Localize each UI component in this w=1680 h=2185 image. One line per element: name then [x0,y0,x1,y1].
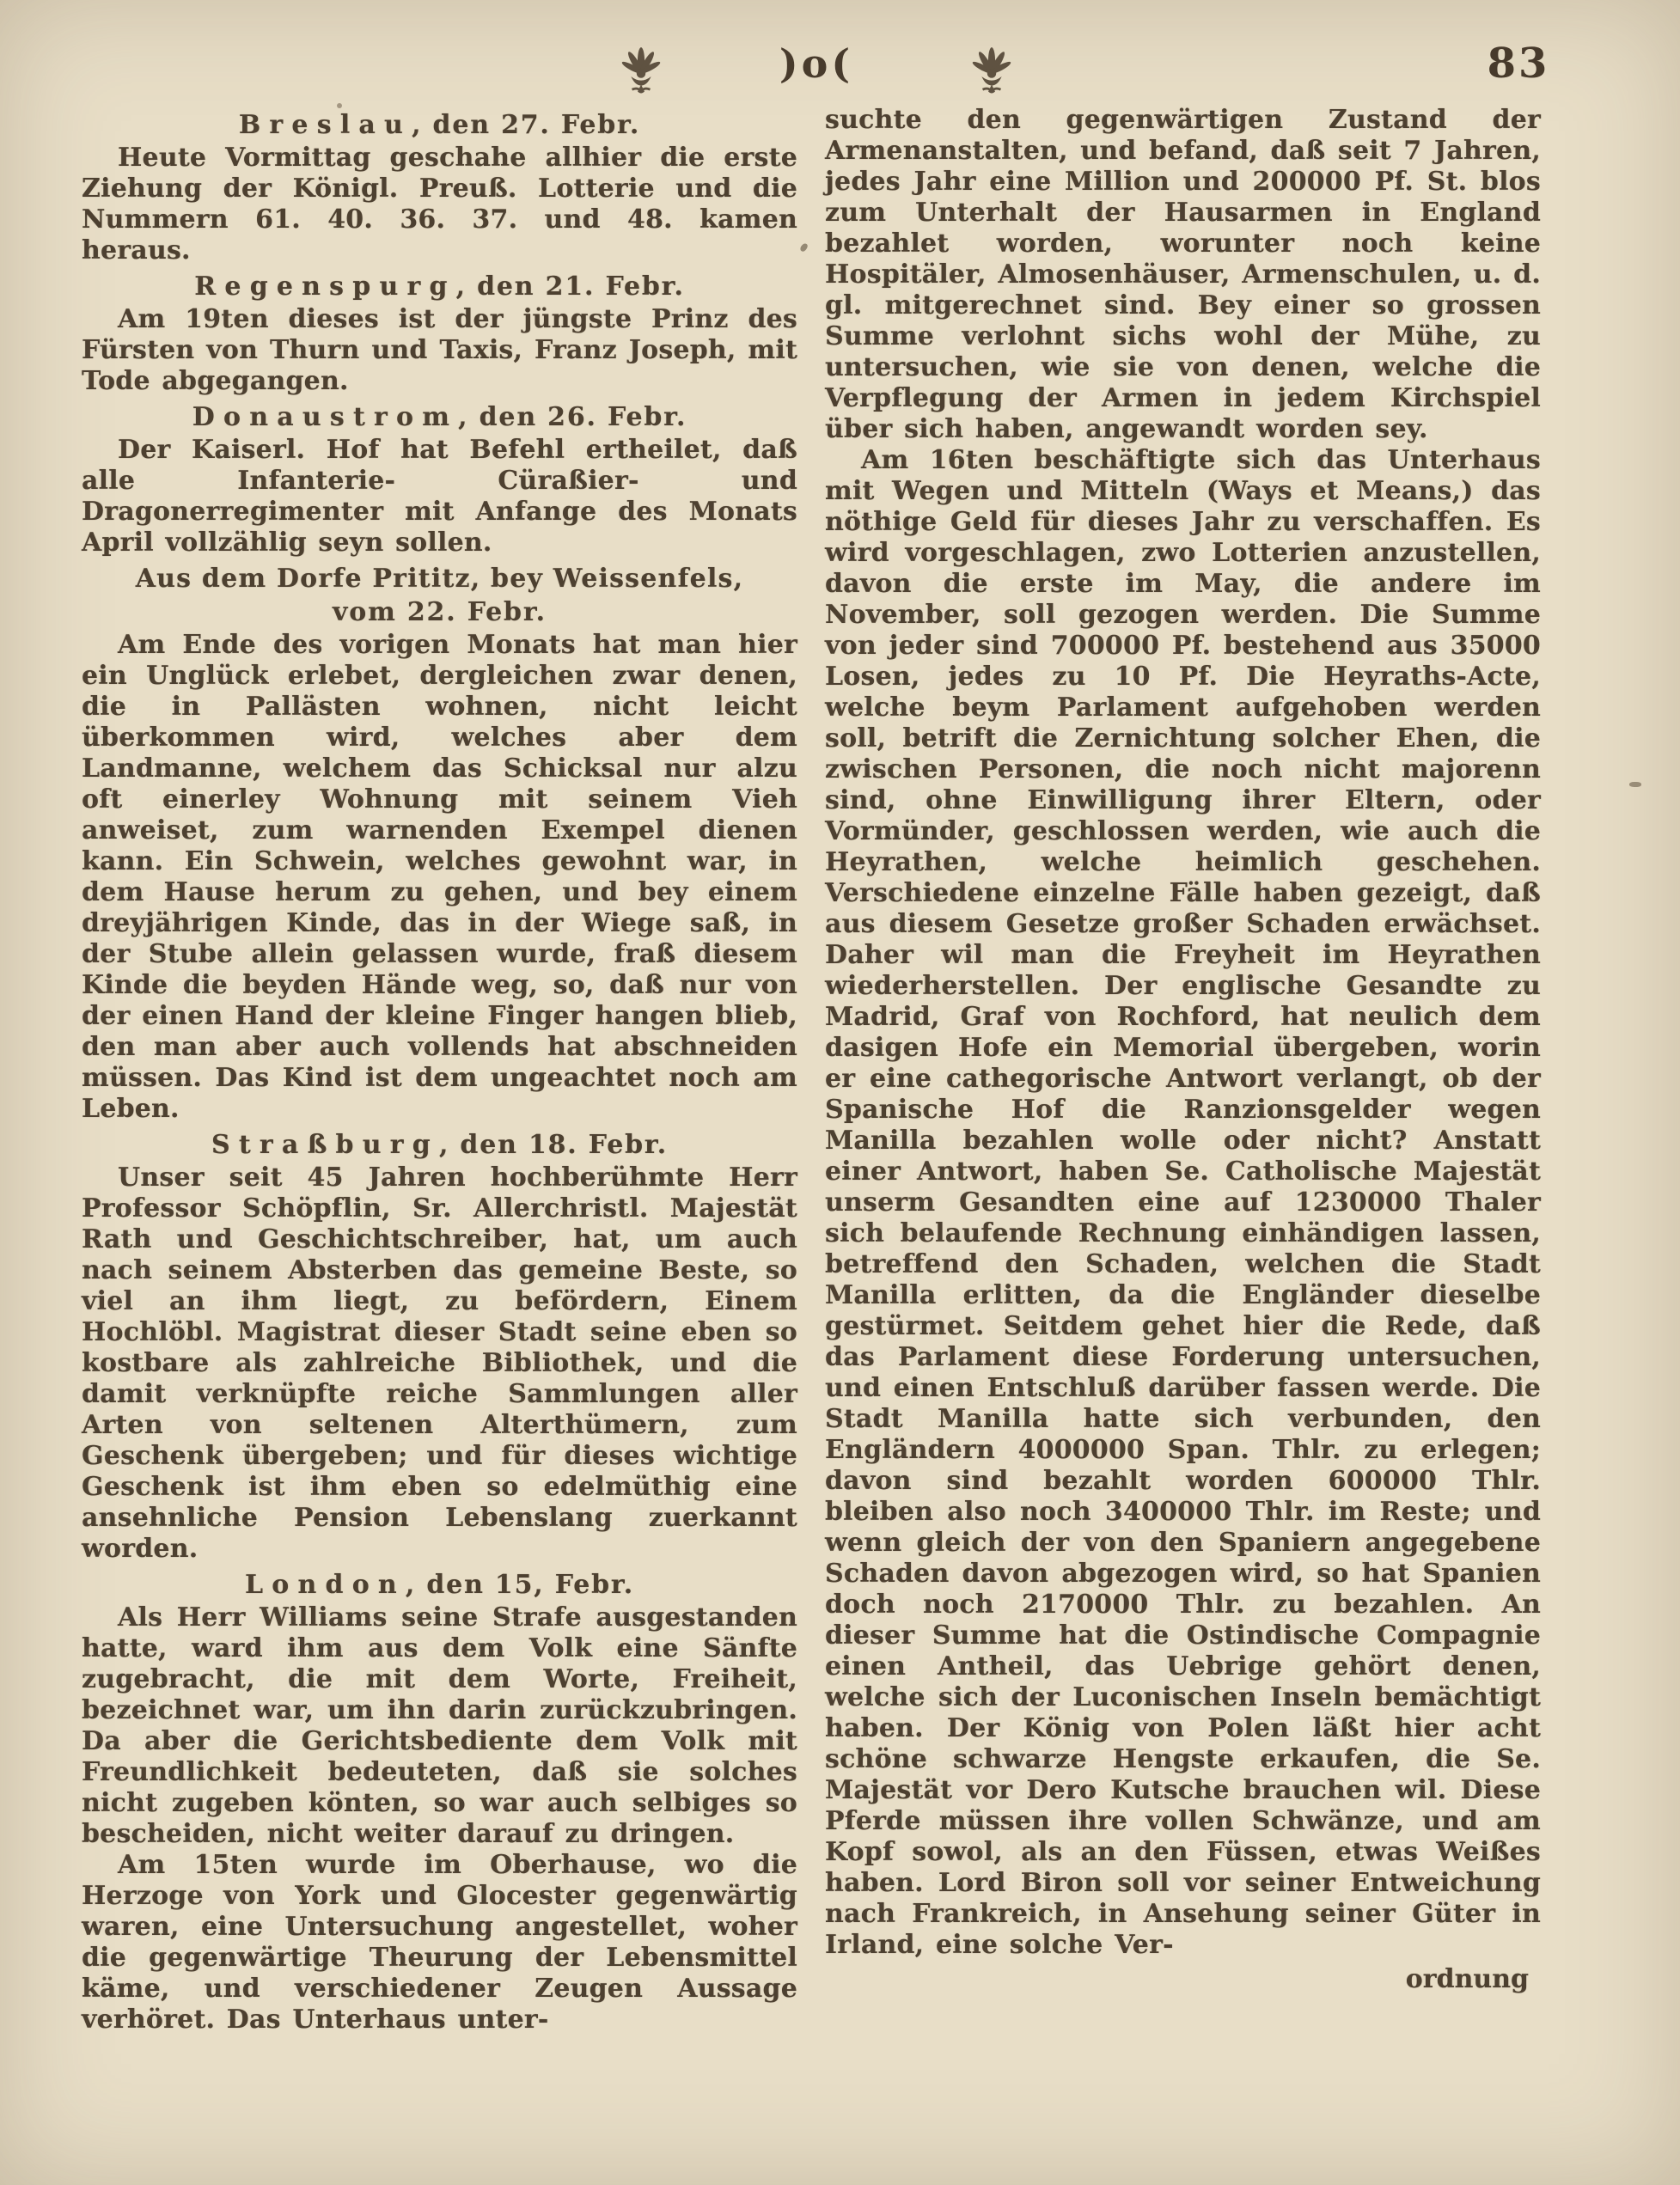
article-paragraph: Als Herr Williams seine Strafe ausgestanden hatte, ward ihm aus dem Volk eine Sänfte zugebracht, die mit dem Worte, Freiheit, bezeichnet war, um ihn darin zurückzubringen. Da aber die Gerichtsbediente dem Volk mit Freundlichkeit bedeuteten, daß sie solches nicht zugeben könten, so war auch selbiges so bescheiden, nicht weiter darauf zu dringen. [82,1602,797,1849]
ink-speck [1629,782,1641,787]
dateline-date: , den 26. Febr. [458,402,687,432]
dateline-place: Breslau [238,110,412,140]
text-columns [82,105,1541,2035]
shell-fleuron-icon [617,46,665,95]
article-paragraph: Heute Vormittag geschahe allhier die erste Ziehung der Königl. Preuß. Lotterie und die Nummern 61. 40. 36. 37. und 48. kamen heraus. [82,143,797,265]
article-paragraph: Am 19ten dieses ist der jüngste Prinz des Fürsten von Thurn und Taxis, Franz Joseph, mit Tode abgegangen. [82,304,797,396]
dateline-date: , den 18. Febr. [438,1130,668,1160]
ink-speck [337,103,342,108]
dateline [82,400,797,434]
article-paragraph: Am 16ten beschäftigte sich das Unterhaus mit Wegen und Mitteln (Ways et Means,) das nöthige Geld für dieses Jahr zu verschaffen. Es wird vorgeschlagen, zwo Lotterien anzustellen, davon die erste im May, die andere im November, soll gezogen werden. Die Summe von jeder sind 700000 Pf. bestehend aus 35000 Losen, jedes zu 10 Pf. Die Heyraths-Acte, welche beym Parlament aufgehoben werden soll, betrift die Zernichtung solcher Ehen, die zwischen Personen, die noch nicht majorenn sind, ohne Einwilligung ihrer Eltern, oder Vormünder, geschlossen werden, wie auch die Heyrathen, welche heimlich geschehen. Verschiedene einzelne Fälle haben gezeigt, daß aus diesem Gesetze großer Schaden erwächset. Daher wil man die Freyheit im Heyrathen wiederherstellen. Der englische Gesandte zu Madrid, Graf von Rochford, hat neulich dem dasigen Hofe ein Memorial übergeben, worin er eine cathegorische Antwort verlangt, ob der Spanische Hof die Ranzionsgelder wegen Manilla bezahlen wolle oder nicht? Anstatt einer Antwort, haben Se. Catholische Majestät unserm Gesandten eine auf 1230000 Thaler sich belaufende Rechnung einhändigen lassen, betreffend den Schaden, welchen die Stadt Manilla erlitten, da die Engländer dieselbe gestürmet. Seitdem gehet hier die Rede, daß das Parlament diese Forderung untersuchen, und einen Entschluß darüber fassen werde. Die Stadt Manilla hatte sich verbunden, den Engländern 4000000 Span. Thlr. zu erlegen; davon sind bezahlt worden 600000 Thlr. bleiben also noch 3400000 Thlr. im Reste; und wenn gleich der von den Spaniern angegebene Schaden davon abgezogen wird, so hat Spanien doch noch 2170000 Thlr. zu bezahlen. An dieser Summe hat die Ostindische Compagnie einen Antheil, das Uebrige gehört denen, welche sich der Luconischen Inseln bemächtigt haben. Der König von Polen läßt hier acht schöne schwarze Hengste erkaufen, die Se. Majestät vor Dero Kutsche brauchen wil. Diese Pferde müssen ihre vollen Schwänze, und am Kopf sowol, als an den Füssen, etwas Weißes haben. Lord Biron soll vor seiner Entweichung nach Frankreich, in Ansehung seiner Güter in Irland, eine solche Ver- [825,445,1541,1960]
dateline-place: Straßburg [211,1130,439,1160]
dateline-date: , den 15, Febr. [405,1570,634,1600]
news-section-regenspurg [82,270,797,397]
news-section-breslau [82,108,797,266]
dateline [82,108,797,142]
news-section-donaustrom [82,400,797,558]
news-section-strassburg [82,1128,797,1565]
dateline [82,1568,797,1602]
dateline [82,270,797,303]
right-column [825,105,1541,2035]
article-paragraph: Am 15ten wurde im Oberhause, wo die Herzoge von York und Glocester gegenwärtig waren, eine Untersuchung angestellet, woher die gegenwärtige Theurung der Lebensmittel käme, und verschiedener Zeugen Aussage verhöret. Das Unterhaus unter- [82,1850,797,2035]
header-divider-mark: )o( [779,40,854,87]
catchword: ordnung [1405,1964,1529,1994]
dateline-place: Regenspurg [194,272,456,302]
shell-fleuron-icon [968,46,1016,95]
dateline-date: , den 27. Febr. [412,110,641,140]
page-header [617,34,1016,107]
dateline-place: London [245,1570,406,1600]
article-paragraph: Am Ende des vorigen Monats hat man hier ein Unglück erlebet, dergleichen zwar denen, die in Pallästen wohnen, nicht leicht überkommen wird, welches aber dem Landmanne, welchem das Schicksal nur alzu oft einerley Wohnung mit seinem Vieh anweiset, zum warnenden Exempel dienen kann. Ein Schwein, welches gewohnt war, in dem Hause herum zu gehen, und bey einem dreyjährigen Kinde, das in der Wiege saß, in der Stube allein gelassen wurde, fraß diesem Kinde die beyden Hände weg, so, daß nur von der einen Hand der kleine Finger hangen blieb, den man aber auch vollends hat abschneiden müssen. Das Kind ist dem ungeachtet noch am Leben. [82,630,797,1124]
left-column [82,105,797,2035]
dateline-place: Donaustrom [192,402,459,432]
article-paragraph-continuation: suchte den gegenwärtigen Zustand der Armenanstalten, und befand, daß seit 7 Jahren, jedes Jahr eine Million und 200000 Pf. St. blos zum Unterhalt der Hausarmen in England bezahlet worden, worunter noch keine Hospitäler, Almosenhäuser, Armenschulen, u. d. gl. mitgerechnet sind. Bey einer so grossen Summe verlohnt sichs wohl der Mühe, zu untersuchen, wie sie von denen, welche die Verpflegung der Armen in jedem Kirchspiel über sich haben, angewandt worden sey. [825,105,1541,444]
dateline [82,1128,797,1162]
dateline-date: vom 22. Febr. [333,597,547,627]
page-number: 83 [1487,40,1550,88]
dateline-date: , den 21. Febr. [455,272,685,302]
article-paragraph: Unser seit 45 Jahren hochberühmte Herr Professor Schöpflin, Sr. Allerchristl. Majestät Rath und Geschichtschreiber, hat, um auch nach seinem Absterben das gemeine Beste, so viel an ihm liegt, zu befördern, Einem Hochlöbl. Magistrat dieser Stadt seine eben so kostbare als zahlreiche Bibliothek, und die damit verknüpfte reiche Sammlungen aller Arten von seltenen Alterthümern, zum Geschenk übergeben; und für dieses wichtige Geschenk ist ihm eben so edelmüthig eine ansehnliche Pension Lebenslang zuerkannt worden. [82,1163,797,1564]
article-paragraph: Der Kaiserl. Hof hat Befehl ertheilet, daß alle Infanterie- Cüraßier- und Dragonerregimenter mit Anfange des Monats April vollzählig seyn sollen. [82,435,797,558]
dateline-place: Aus dem Dorfe Prititz, bey Weissenfels, [135,564,744,594]
news-section-london [82,1568,797,2035]
dateline [82,562,797,629]
news-section-prititz [82,562,797,1125]
